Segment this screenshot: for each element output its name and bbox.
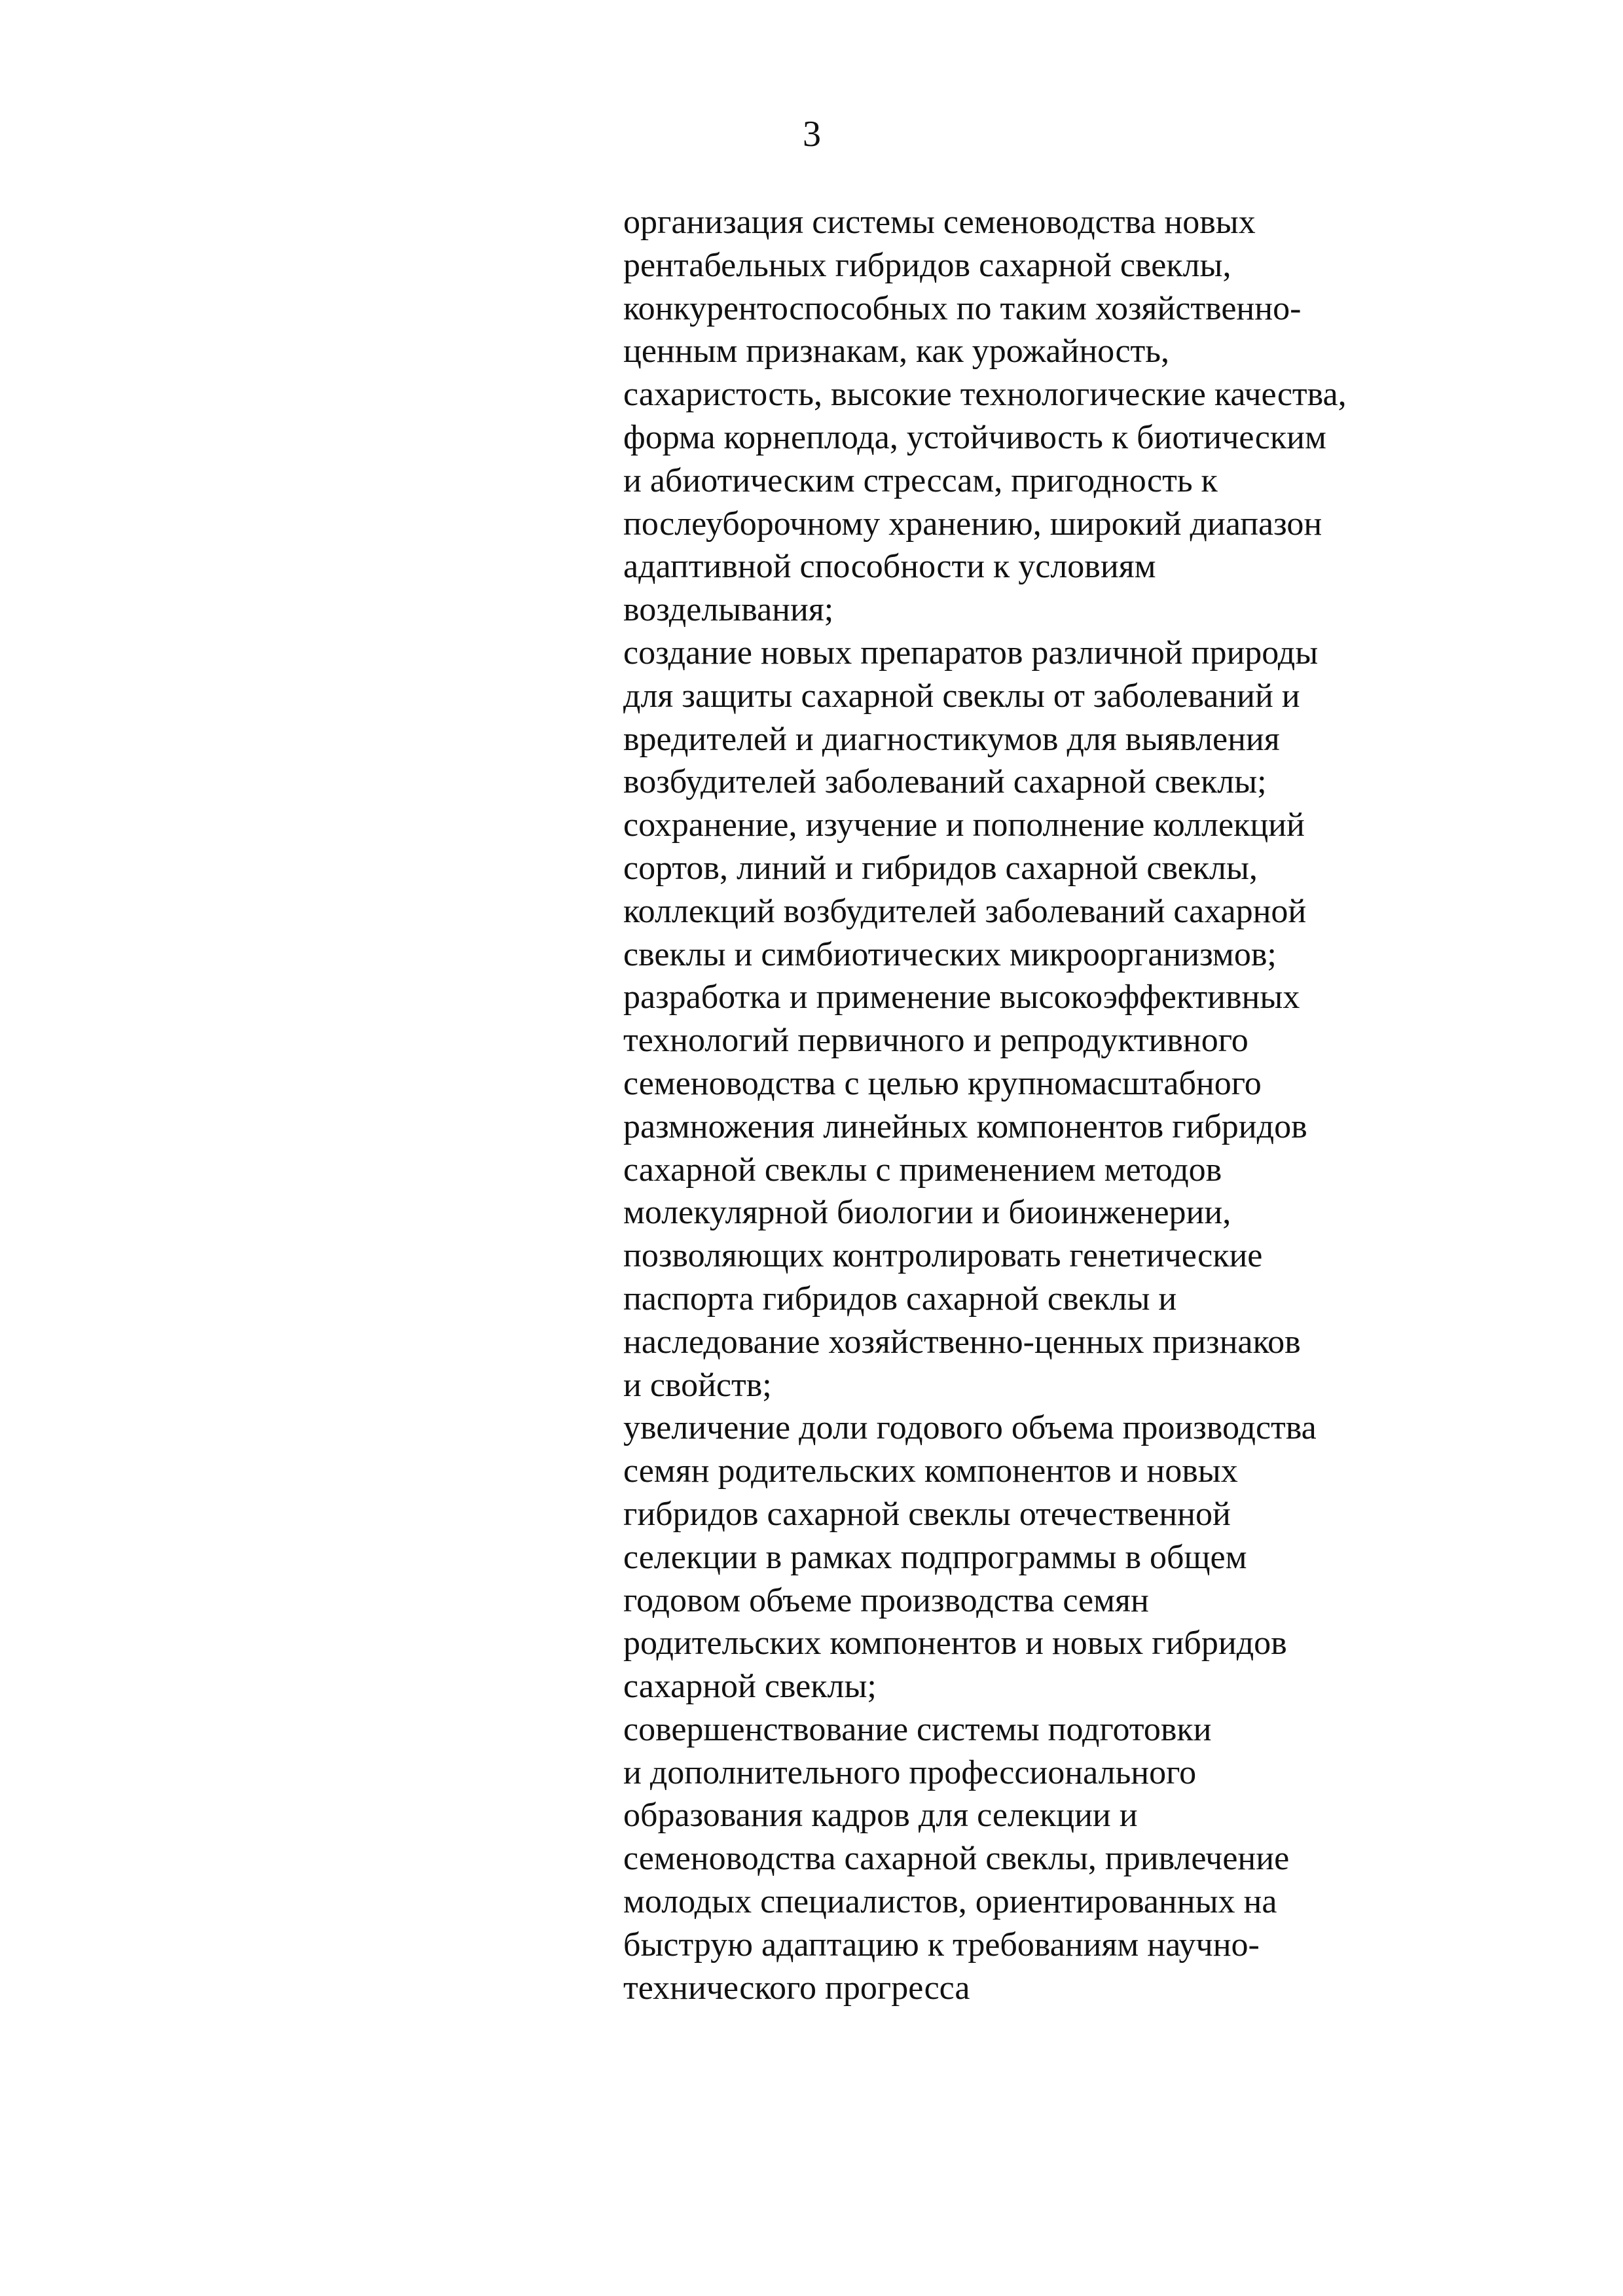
text-line: сахарной свеклы с применением методов <box>623 1151 1222 1189</box>
text-line: сахарной свеклы; <box>623 1668 877 1706</box>
text-line: и дополнительного профессионального <box>623 1753 1197 1791</box>
text-line: семян родительских компонентов и новых <box>623 1452 1238 1490</box>
text-line: технологий первичного и репродуктивного <box>623 1022 1249 1060</box>
text-line: семеноводства сахарной свеклы, привлечение <box>623 1840 1290 1878</box>
text-line: годовом объеме производства семян <box>623 1581 1149 1619</box>
text-line: сохранение, изучение и пополнение коллекций <box>623 806 1305 844</box>
text-line: разработка и применение высокоэффективных <box>623 978 1300 1016</box>
page-number: 3 <box>803 114 821 154</box>
text-line: быструю адаптацию к требованиям научно- <box>623 1926 1260 1964</box>
text-line: паспорта гибридов сахарной свеклы и <box>623 1280 1177 1318</box>
text-line: для защиты сахарной свеклы от заболеваний и <box>623 677 1300 715</box>
body-text <box>623 201 1527 2009</box>
text-line: коллекций возбудителей заболеваний сахарной <box>623 892 1307 930</box>
text-line: свеклы и симбиотических микроорганизмов; <box>623 935 1277 973</box>
text-line: и свойств; <box>623 1366 772 1404</box>
text-line: селекции в рамках подпрограммы в общем <box>623 1538 1247 1576</box>
text-line: послеуборочному хранению, широкий диапазон <box>623 505 1322 543</box>
text-line: образования кадров для селекции и <box>623 1797 1138 1835</box>
text-line: совершенствование системы подготовки <box>623 1710 1212 1748</box>
text-line: сортов, линий и гибридов сахарной свеклы, <box>623 849 1258 887</box>
text-line: вредителей и диагностикумов для выявления <box>623 720 1280 758</box>
text-line: конкурентоспособных по таким хозяйственно- <box>623 289 1302 327</box>
text-line: форма корнеплода, устойчивость к биотическим <box>623 418 1326 456</box>
text-line: технического прогресса <box>623 1969 970 2007</box>
text-line: позволяющих контролировать генетические <box>623 1237 1263 1275</box>
text-line: наследование хозяйственно-ценных признаков <box>623 1323 1301 1361</box>
text-line: молекулярной биологии и биоинженерии, <box>623 1194 1231 1232</box>
text-line: семеноводства с целью крупномасштабного <box>623 1064 1262 1102</box>
text-line: создание новых препаратов различной природы <box>623 634 1319 672</box>
text-line: возделывания; <box>623 591 834 629</box>
text-line: увеличение доли годового объема производства <box>623 1409 1317 1447</box>
text-line: родительских компонентов и новых гибридов <box>623 1624 1287 1662</box>
text-line: ценным признакам, как урожайность, <box>623 332 1169 370</box>
text-line: сахаристость, высокие технологические качества, <box>623 376 1347 414</box>
text-line: организация системы семеноводства новых <box>623 204 1256 241</box>
text-line: возбудителей заболеваний сахарной свеклы; <box>623 763 1267 801</box>
text-line: адаптивной способности к условиям <box>623 548 1156 586</box>
text-line: рентабельных гибридов сахарной свеклы, <box>623 246 1231 284</box>
text-line: гибридов сахарной свеклы отечественной <box>623 1495 1231 1533</box>
text-line: и абиотическим стрессам, пригодность к <box>623 461 1218 499</box>
text-line: молодых специалистов, ориентированных на <box>623 1883 1277 1921</box>
text-line: размножения линейных компонентов гибридов <box>623 1107 1307 1145</box>
